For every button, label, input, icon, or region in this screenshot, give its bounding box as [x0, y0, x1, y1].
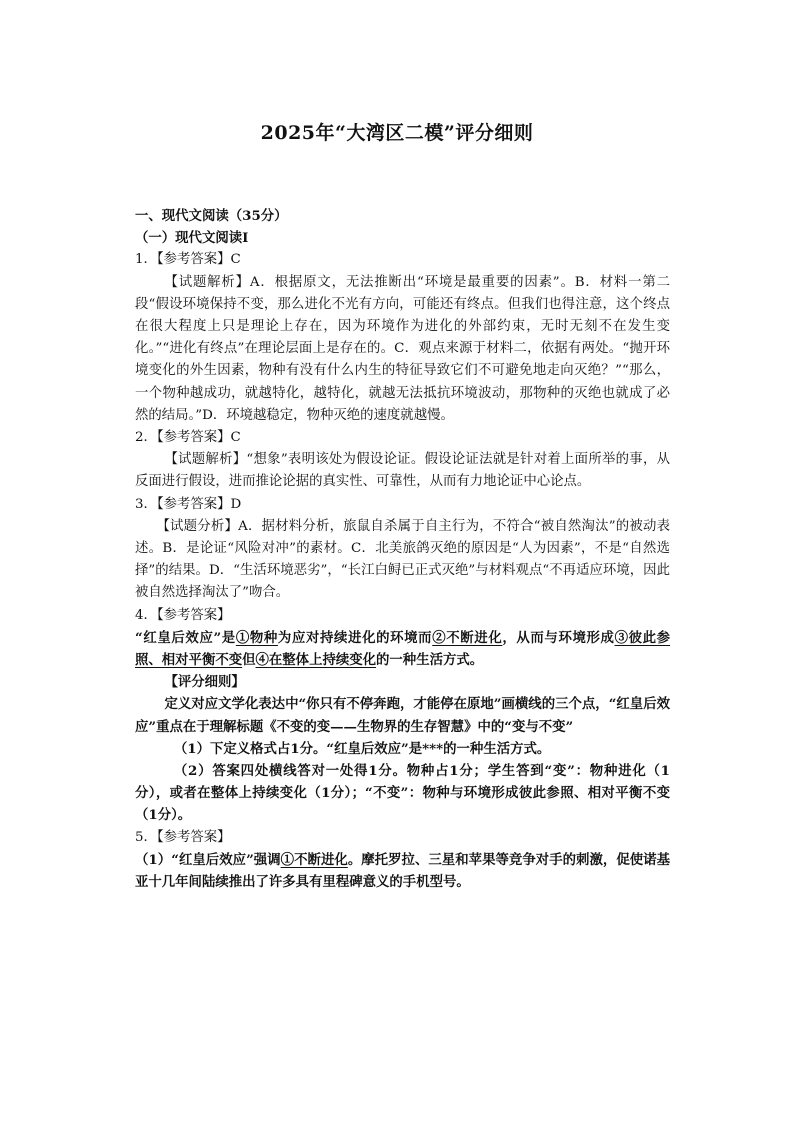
document-title: 2025年“大湾区二模”评分细则 — [260, 122, 534, 144]
q1-answer: 1．【参考答案】C — [135, 252, 241, 268]
q4-answer: 4．【参考答案】 — [135, 607, 231, 623]
q4-underline-1: ①物种 — [235, 629, 278, 646]
document-body — [135, 205, 670, 893]
q5-answer: 5．【参考答案】 — [135, 829, 231, 845]
q4-text-5: 的一种生活方式。 — [376, 652, 484, 669]
q4-text-1: “红皇后效应”是 — [135, 629, 236, 646]
section-heading: 一、现代文阅读（35分） — [135, 208, 288, 224]
q4-text-2: 为应对持续进化的环境而 — [277, 629, 433, 646]
q3-answer: 3．【参考答案】D — [135, 496, 242, 512]
q4-rules-intro: 定义对应文学化表达中“你只有不停奔跑，才能停在原地”画横线的三个点，“红皇后效应”重点在于理解标题《不变的变——生物界的生存智慧》中的“变与不变” — [135, 696, 670, 735]
q4-rules-header: 【评分细则】 — [164, 674, 245, 691]
q4-text-3: ，从而与环境形成 — [502, 629, 615, 646]
q4-underline-2: ②不断进化 — [432, 629, 503, 646]
q1-analysis: 【试题解析】A．根据原文，无法推断出“环境是最重要的因素”。B．材料一第二段“假设环境保持不变，那么进化不光有方向，可能还有终点。但我们也得注意，这个终点在很大程度上只是理论上存在，因为环境作为进化的外部约束，无时无刻不在发生变化。”“进化有终点”在理论层面上是存在的。C．观点来源于材料二，依据有两处。“抛开环境变化的外生因素，物种有没有什么内生的特征导致它们不可避免地走向灭绝？”“那么，一个物种越成功，就越特化，越特化，就越无法抵抗环境波动，那物种的灭绝也就成了必然的结局。”D．环境越稳定，物种灭绝的速度就越慢。 — [135, 274, 670, 423]
q4-rule-1: （1）下定义格式占1分。“红皇后效应”是***的一种生活方式。 — [173, 740, 551, 757]
q2-answer: 2．【参考答案】C — [135, 430, 241, 446]
q4-answer-text — [135, 627, 670, 671]
q4-text-4: 但 — [242, 652, 256, 669]
q5-answer-text — [135, 849, 670, 893]
q4-underline-4: ④在整体上持续变化 — [255, 652, 377, 669]
q3-analysis: 【试题分析】A．据材料分析，旅鼠自杀属于自主行为，不符合“被自然淘汰”的被动表述。B．是论证“风险对冲”的素材。C．北美旅鸽灭绝的原因是“人为因素”，不是“自然选择”的结果。D．“生活环境恶劣”，“长江白鲟已正式灭绝”与材料观点“不再适应环境，因此被自然选择淘汰了”吻合。 — [135, 518, 670, 601]
subsection-heading: （一）现代文阅读Ⅰ — [135, 230, 249, 247]
q4-underline-3: ③彼此参照、相对平衡不变 — [135, 629, 671, 669]
q5-text-1: （1）“红皇后效应”强调 — [135, 851, 281, 868]
q5-text-2: 。摩托罗拉、三星和苹果等竞争对手的刺激，促使诺基亚十几年间陆续推出了许多具有里程碑意义的手机型号。 — [135, 851, 671, 891]
q4-rule-2: （2）答案四处横线答对一处得1分。物种占1分；学生答到“变”：物种进化（1分），或者在整体上持续变化（1分）；“不变”：物种与环境形成彼此参照、相对平衡不变（1分）。 — [135, 763, 670, 824]
q2-analysis: 【试题解析】“想象”表明该处为假设论证。假设论证法就是针对着上面所举的事，从反面进行假设，进而推论论据的真实性、可靠性，从而有力地论证中心论点。 — [135, 452, 670, 490]
q5-underline-1: ①不断进化 — [280, 851, 348, 868]
